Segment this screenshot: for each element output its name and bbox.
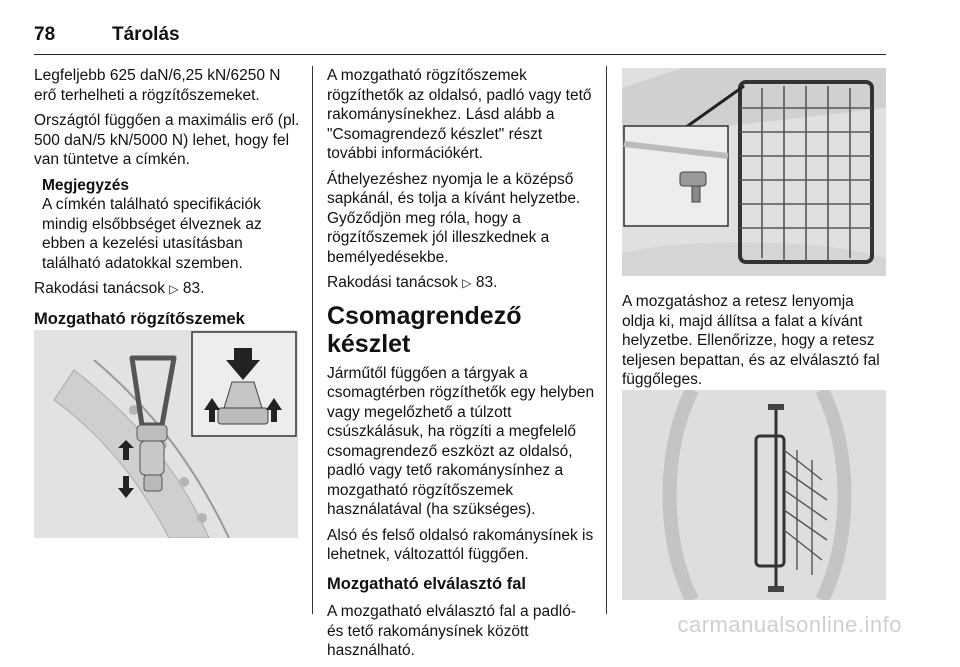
section-heading: Mozgatható elválasztó fal bbox=[327, 574, 526, 593]
reference-arrow-icon: ▷ bbox=[169, 282, 179, 296]
column-3 bbox=[622, 292, 888, 396]
cross-reference[interactable] bbox=[34, 279, 300, 300]
section-heading-large: Csomagrendező készlet bbox=[327, 301, 522, 358]
reference-arrow-icon: ▷ bbox=[462, 276, 472, 290]
reference-page: 83. bbox=[178, 280, 205, 297]
reference-label: Rakodási tanácsok bbox=[34, 280, 165, 297]
anchor-eye-illustration bbox=[34, 330, 298, 538]
column-2 bbox=[327, 66, 595, 667]
page-header bbox=[34, 24, 886, 55]
paragraph: Járműtől függően a tárgyak a csomagtérben rögzíthetők egy helyben vagy megelőzhető a túlzott csúszkálásuk, ha rögzíti a megfelelő csomagrendező eszközt az oldalsó, padló vagy tető rakománysínhez a mozgatható rögzítőszemek használatával (ha szükséges). bbox=[327, 364, 595, 518]
divider-wall-illustration bbox=[622, 390, 886, 600]
cargo-net-illustration bbox=[622, 68, 886, 276]
paragraph: Legfeljebb 625 daN/6,25 kN/6250 N erő terhelheti a rögzítőszemeket. bbox=[34, 67, 281, 104]
note-box bbox=[34, 176, 300, 274]
paragraph: Alsó és felső oldalsó rakománysínek is lehetnek, változattól függően. bbox=[327, 526, 594, 563]
paragraph: Áthelyezéshez nyomja le a középső sapkánál, és tolja a kívánt helyzetbe. Győződjön meg róla, hogy a rögzítőszemek jól illeszkednek a bemélyedésekbe. bbox=[327, 170, 581, 266]
column-1 bbox=[34, 66, 300, 337]
column-divider bbox=[606, 66, 607, 614]
reference-label: Rakodási tanácsok bbox=[327, 274, 458, 291]
page-number: 78 bbox=[34, 24, 56, 45]
watermark: carmanualsonline.info bbox=[677, 612, 902, 637]
column-divider bbox=[312, 66, 313, 614]
cross-reference[interactable] bbox=[327, 273, 595, 294]
note-text: A címkén található specifikációk mindig elsőbbséget élveznek az ebben a kezelési utasításban található adatokkal szemben. bbox=[42, 196, 262, 272]
note-title: Megjegyzés bbox=[42, 176, 130, 194]
paragraph: Országtól függően a maximális erő (pl. 500 daN/5 kN/5000 N) lehet, hogy fel van tüntetve a címkén. bbox=[34, 112, 300, 168]
reference-page: 83. bbox=[471, 274, 498, 291]
paragraph: A mozgatható elválasztó fal a padló- és tető rakománysínek között használható. bbox=[327, 603, 577, 659]
paragraph: A mozgatható rögzítőszemek rögzíthetők az oldalsó, padló vagy tető rakománysínekhez. Lásd alább a "Csomagrendező készlet" részt további információkért. bbox=[327, 67, 592, 162]
paragraph: A mozgatáshoz a retesz lenyomja oldja ki, majd állítsa a falat a kívánt helyzetbe. Ellenőrizze, hogy a retesz teljesen bepattan, és az elválasztó fal függőleges. bbox=[622, 293, 880, 388]
section-title: Tárolás bbox=[112, 24, 180, 45]
section-heading: Mozgatható rögzítőszemek bbox=[34, 309, 245, 328]
